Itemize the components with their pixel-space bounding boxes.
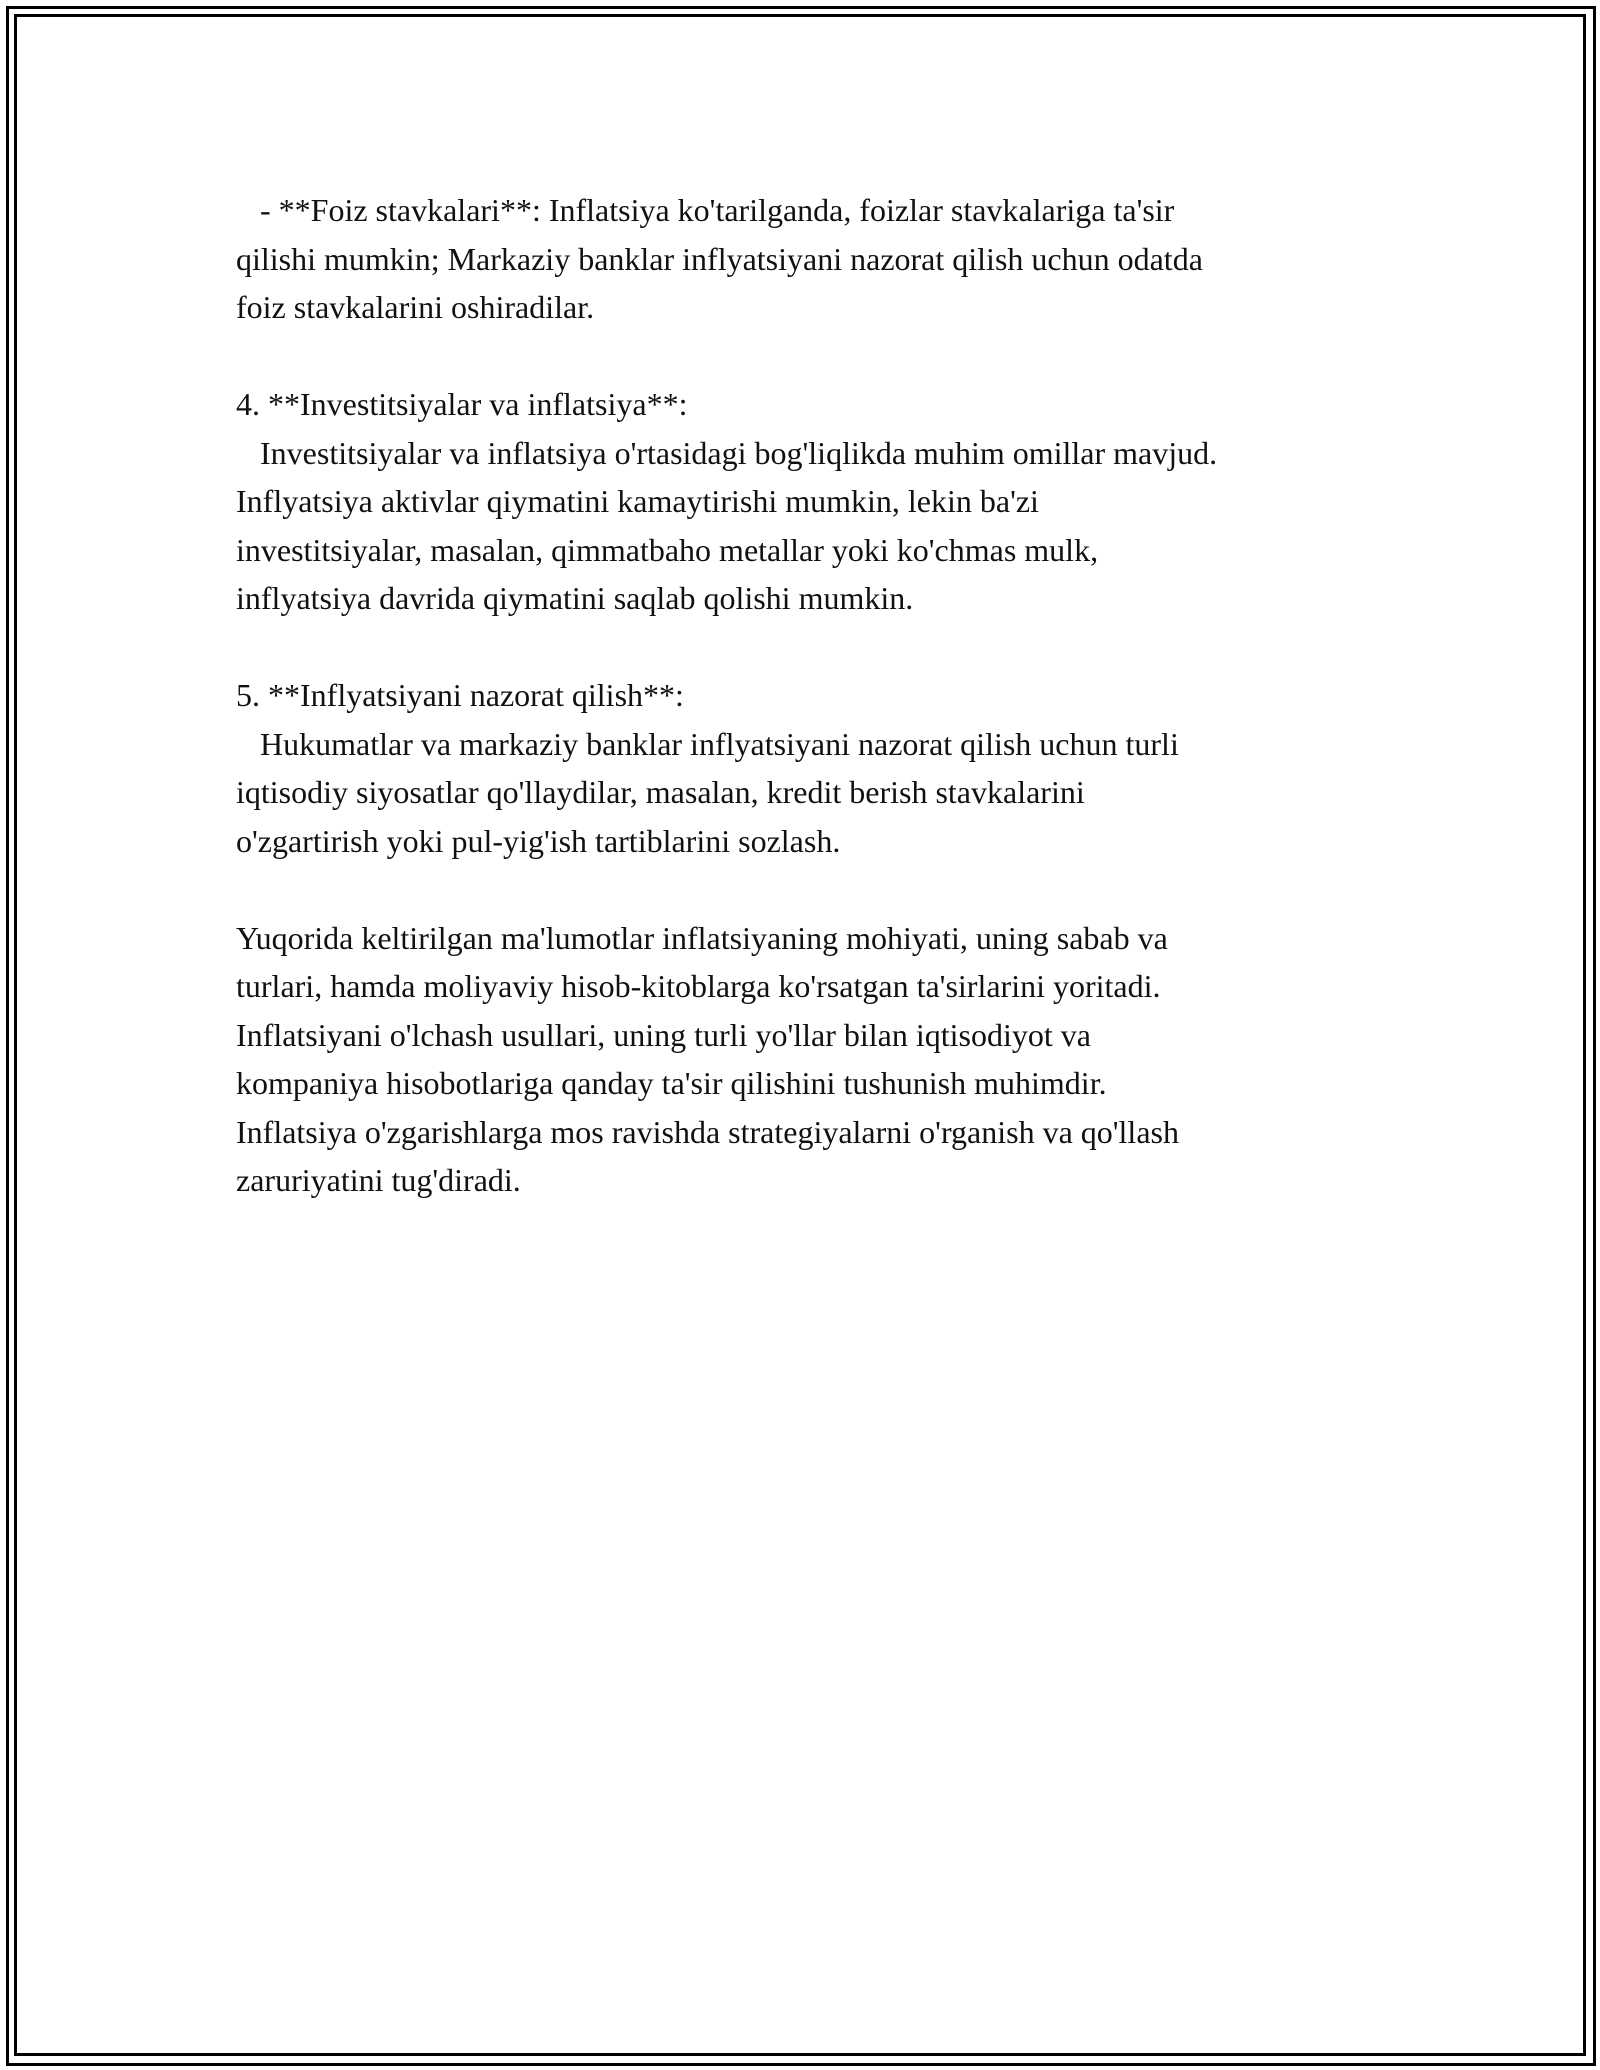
text-line: Yuqorida keltirilgan ma'lumotlar inflatsiyaning mohiyati, uning sabab va [236, 919, 1168, 956]
document-body [236, 186, 1396, 1253]
section-heading: 5. **Inflyatsiyani nazorat qilish**: [236, 677, 684, 713]
text-line: Hukumatlar va markaziy banklar inflyatsiyani nazorat qilish uchun turli [236, 725, 1179, 762]
text-line: zaruriyatini tug'diradi. [236, 1162, 521, 1198]
paragraph-nazorat [236, 671, 1396, 865]
paragraph-foiz-stavkalari [236, 186, 1396, 332]
section-heading: 4. **Investitsiyalar va inflatsiya**: [236, 386, 688, 422]
paragraph-conclusion [236, 914, 1396, 1205]
text-line: turlari, hamda moliyaviy hisob-kitoblarga ko'rsatgan ta'sirlarini yoritadi. [236, 968, 1161, 1004]
text-line: - **Foiz stavkalari**: Inflatsiya ko'tarilganda, foizlar stavkalariga ta'sir [236, 192, 1175, 228]
text-line: qilishi mumkin; Markaziy banklar inflyatsiyani nazorat qilish uchun odatda [236, 240, 1203, 277]
text-line: Inflyatsiya aktivlar qiymatini kamaytirishi mumkin, lekin ba'zi [236, 483, 1039, 519]
paragraph-investitsiyalar [236, 380, 1396, 623]
text-line: o'zgartirish yoki pul-yig'ish tartiblarini sozlash. [236, 822, 841, 859]
text-line: foiz stavkalarini oshiradilar. [236, 289, 595, 325]
text-line: kompaniya hisobotlariga qanday ta'sir qilishini tushunish muhimdir. [236, 1065, 1107, 1101]
text-line: iqtisodiy siyosatlar qo'llaydilar, masalan, kredit berish stavkalarini [236, 774, 1085, 810]
text-line: Investitsiyalar va inflatsiya o'rtasidagi bog'liqlikda muhim omillar mavjud. [236, 434, 1218, 471]
text-line: Inflatsiyani o'lchash usullari, uning turli yo'llar bilan iqtisodiyot va [236, 1016, 1091, 1053]
text-line: inflyatsiya davrida qiymatini saqlab qolishi mumkin. [236, 580, 914, 616]
text-line: investitsiyalar, masalan, qimmatbaho metallar yoki ko'chmas mulk, [236, 531, 1099, 568]
text-line: Inflatsiya o'zgarishlarga mos ravishda strategiyalarni o'rganish va qo'llash [236, 1113, 1179, 1150]
